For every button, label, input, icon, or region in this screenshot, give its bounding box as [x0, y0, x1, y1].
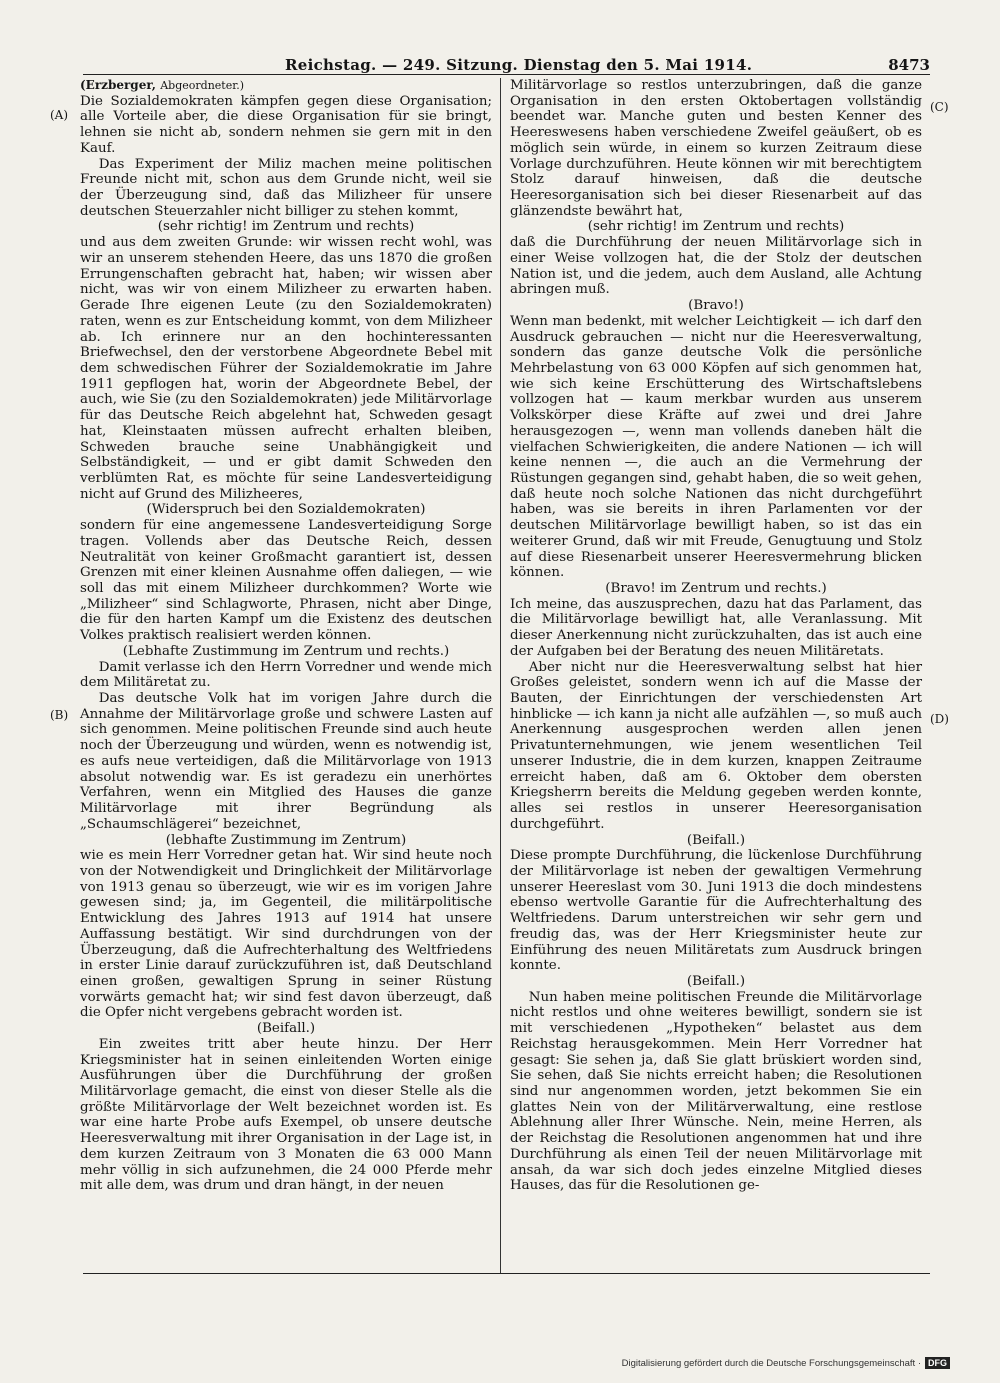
interjection: (Beifall.)	[686, 973, 746, 989]
page-number: 8473	[888, 56, 930, 74]
paragraph: Das deutsche Volk hat im vorigen Jahre durch die Annahme der Militärvorlage große und schwere Lasten auf sich genommen. Meine politischen Freunde sind auch heute noch der Überzeugung und würden, wenn es notwendig ist, es aufs neue verteidigen, daß die Militärvorlage von 1913 absolut notwendig war. Es ist geradezu ein unerhörtes Verfahren, wenn ein Mitglied des Hauses die ganze Militärvorlage mit ihrer Begründung als „Schaumschlägerei“ bezeichnet,	[80, 691, 492, 832]
digitization-text: Digitalisierung gefördert durch die Deutsche Forschungsgemeinschaft ·	[621, 1358, 921, 1369]
interjection: (sehr richtig! im Zentrum und rechts)	[157, 219, 415, 235]
paragraph: sondern für eine angemessene Landesverteidigung Sorge tragen. Vollends aber das Deutsche Reich, dessen Neutralität von keiner Großmacht garantiert ist, dessen Grenzen mit einer kleinen Ausnahme offen daliegen, — wie soll das mit einem Milizheer durchkommen? Worte wie „Milizheer“ sind Schlagworte, Phrasen, nicht aber Dinge, die für den harten Kampf um die Existenz des deutschen Volkes praktisch realisiert werden können.	[80, 518, 492, 644]
interjection: (Bravo! im Zentrum und rechts.)	[605, 581, 827, 596]
paragraph: Die Sozialdemokraten kämpfen gegen diese Organisation; alle Vorteile aber, die diese Organisation für sie bringt, lehnen sie nicht ab, sondern nehmen sie gern mit in den Kauf.	[80, 93, 492, 156]
page-header	[60, 56, 930, 76]
paragraph: Wenn man bedenkt, mit welcher Leichtigkeit — ich darf den Ausdruck gebrauchen — nicht nur die Heeresverwaltung, sondern das ganze deutsche Volk die persönliche Mehrbelastung von 63 000 Köpfen auf sich genommen hat, wie sich keine Erschütterung des Wirtschaftslebens vollzogen hat — kaum merkbar wurden aus unserem Volkskörper diese Kräfte auf zwei und drei Jahre herausgezogen —, wenn man vollends daneben hält die vielfachen Schwierigkeiten, die andere Nationen — ich will keine nennen —, die auch an die Vermehrung der Rüstungen gegangen sind, gehabt haben, die so weit gehen, daß heute noch solche Nationen das nicht durchgeführt haben, was sie bereits in ihren Parlamenten vor der deutschen Militärvorlage bewilligt haben, so ist das ein weiterer Grund, daß wir mit Freude, Genugtuung und Stolz auf diese Riesenarbeit unserer Heeresvermehrung blicken können.	[510, 313, 922, 581]
speaker-role: Abgeordneter.)	[160, 79, 245, 92]
paragraph: Nun haben meine politischen Freunde die Militärvorlage nicht restlos und ohne weiteres bewilligt, sondern sie ist mit verschiedenen „Hypotheken“ belastet aus dem Reichstag herausgekommen. Mein Herr Vorredner hat gesagt: Sie sehen ja, daß Sie glatt brüskiert worden sind, Sie sehen, daß Sie nichts erreicht haben; die Resolutionen sind nur angenommen worden, jetzt bekommen Sie ein glattes Nein von der Militärverwaltung, eine restlose Ablehnung aller Ihrer Wünsche. Nein, meine Herren, als der Reichstag die Resolutionen angenommen hat und ihre Durchführung als einen Teil der neuen Militärvorlage mit ansah, da war sich doch jedes einzelne Mitglied dieses Hauses, das für die Resolutionen ge-	[510, 989, 922, 1194]
interjection: (Lebhafte Zustimmung im Zentrum und rechts.)	[122, 643, 450, 659]
column-divider	[500, 78, 501, 1273]
paragraph: Aber nicht nur die Heeresverwaltung selbst hat hier Großes geleistet, sondern wenn ich auf die Masse der Bauten, der Einrichtungen der verschiedensten Art hinblicke — ich kann ja nicht alle aufzählen —, so muß auch Anerkennung ausgesprochen werden allen jenen Privatunternehmungen, wie jenem wesentlichen Teil unserer Industrie, die in dem kurzen, knappen Zeitraume erreicht haben, daß am 6. Oktober dem obersten Kriegsherrn bereits die Meldung gegeben werden konnte, alles sei restlos in unserer Heeresorganisation durchgeführt.	[510, 659, 922, 832]
paragraph: wie es mein Herr Vorredner getan hat. Wir sind heute noch von der Notwendigkeit und Dringlichkeit der Militärvorlage von 1913 genau so überzeugt, wie wir es im vorigen Jahre gewesen sind; ja, im Gegenteil, die militärpolitische Entwicklung des Jahres 1913 auf 1914 hat unsere Auffassung bestätigt. Wir sind durchdrungen von der Überzeugung, daß die Aufrechterhaltung des Weltfriedens in erster Linie darauf zurückzuführen ist, daß Deutschland einen großen, gewaltigen Sprung in seiner Rüstung vorwärts gemacht hat; wir sind fest davon überzeugt, daß die Opfer nicht vergebens gebracht worden ist.	[80, 848, 492, 1021]
margin-marker-c: (C)	[930, 100, 949, 114]
digitization-note	[622, 1357, 950, 1369]
paragraph: Ich meine, das auszusprechen, dazu hat das Parlament, das die Militärvorlage bewilligt hat, alle Veranlassung. Mit dieser Anerkennung nicht zurückzuhalten, das ist auch eine der Aufgaben bei der Beratung des neuen Militäretats.	[510, 596, 922, 659]
right-column	[510, 78, 922, 1194]
interjection: (lebhafte Zustimmung im Zentrum)	[165, 832, 407, 848]
footer-rule	[83, 1273, 930, 1274]
margin-marker-b: (B)	[50, 708, 69, 722]
paragraph: und aus dem zweiten Grunde: wir wissen recht wohl, was wir an unserem stehenden Heere, das uns 1870 die großen Errungenschaften gebracht hat, haben; wir wissen aber nicht, was wir von einem Milizheer zu erwarten haben. Gerade Ihre eigenen Leute (zu den Sozialdemokraten) raten, wenn es zur Entscheidung kommt, von dem Milizheer ab. Ich erinnere nur an den hochinteressanten Briefwechsel, den der verstorbene Abgeordnete Bebel mit dem schwedischen Führer der Sozialdemokratie im Jahre 1911 gepflogen hat, worin der Abgeordnete Bebel, der auch, wie Sie (zu den Sozialdemokraten) jede Militärvorlage für das Deutsche Reich abgelehnt hat, Schweden gesagt hat, Kleinstaaten müssen aufrecht erhalten bleiben, Schweden brauche seine Unabhängigkeit und Selbständigkeit, — und er gibt damit Schweden den verblümten Rat, es möchte für seine Landesverteidigung nicht auf Grund des Milizheeres,	[80, 235, 492, 502]
interjection: (Beifall.)	[686, 832, 746, 848]
paragraph: daß die Durchführung der neuen Militärvorlage sich in einer Weise vollzogen hat, die der Stolz der deutschen Nation ist, und die jedem, auch dem Ausland, alle Achtung abringen muß.	[510, 235, 922, 298]
paragraph: Ein zweites tritt aber heute hinzu. Der Herr Kriegsminister hat in seinen einleitenden Worten einige Ausführungen über die Durchführung der großen Militärvorlage gemacht, die einst von dieser Stelle als die größte Militärvorlage der Welt bezeichnet worden ist. Es war eine harte Probe aufs Exempel, ob unsere deutsche Heeresverwaltung mit ihrer Organisation in der Lage ist, in dem kurzen Zeitraum von 3 Monaten die 63 000 Mann mehr völlig in sich aufzunehmen, die 24 000 Pferde mehr mit alle dem, was drum und dran hängt, in der neuen	[80, 1036, 492, 1194]
margin-marker-a: (A)	[50, 108, 69, 122]
interjection: (Bravo!)	[688, 298, 744, 314]
paragraph: Damit verlasse ich den Herrn Vorredner und wende mich dem Militäretat zu.	[80, 659, 492, 691]
interjection: (sehr richtig! im Zentrum und rechts)	[587, 219, 845, 235]
interjection: (Widerspruch bei den Sozialdemokraten)	[146, 502, 426, 518]
paragraph: Das Experiment der Miliz machen meine politischen Freunde nicht mit, schon aus dem Grunde nicht, weil sie der Überzeugung sind, daß das Milizheer für unsere deutschen Steuerzahler nicht billiger zu stehen kommt,	[80, 156, 492, 219]
header-rule	[83, 74, 930, 75]
margin-marker-d: (D)	[930, 712, 949, 726]
paragraph: Militärvorlage so restlos unterzubringen, daß die ganze Organisation in den ersten Oktobertagen vollständig beendet war. Manche guten und besten Kenner des Heereswesens haben verschiedene Zweifel geäußert, ob es möglich sein würde, in einem so kurzen Zeitraum diese Vorlage durchzuführen. Heute können wir mit berechtigtem Stolz darauf hinweisen, daß die deutsche Heeresorganisation sich bei dieser Riesenarbeit auf das glänzendste bewährt hat,	[510, 78, 922, 219]
running-title: Reichstag. — 249. Sitzung. Dienstag den 5. Mai 1914.	[285, 56, 753, 74]
speaker-line	[80, 78, 492, 94]
dfg-logo: DFG	[925, 1357, 950, 1369]
interjection: (Beifall.)	[256, 1021, 316, 1037]
left-column	[80, 78, 492, 1194]
speaker-name: (Erzberger,	[80, 78, 156, 92]
paragraph: Diese prompte Durchführung, die lückenlose Durchführung der Militärvorlage ist neben der gewaltigen Vermehrung unserer Heereslast vom 30. Juni 1913 die doch mindestens ebenso wertvolle Garantie für die Aufrechterhaltung des Weltfriedens. Darum unterstreichen wir sehr gern und freudig das, was der Herr Kriegsminister heute zur Einführung des neuen Militäretats zum Ausdruck bringen konnte.	[510, 848, 922, 974]
